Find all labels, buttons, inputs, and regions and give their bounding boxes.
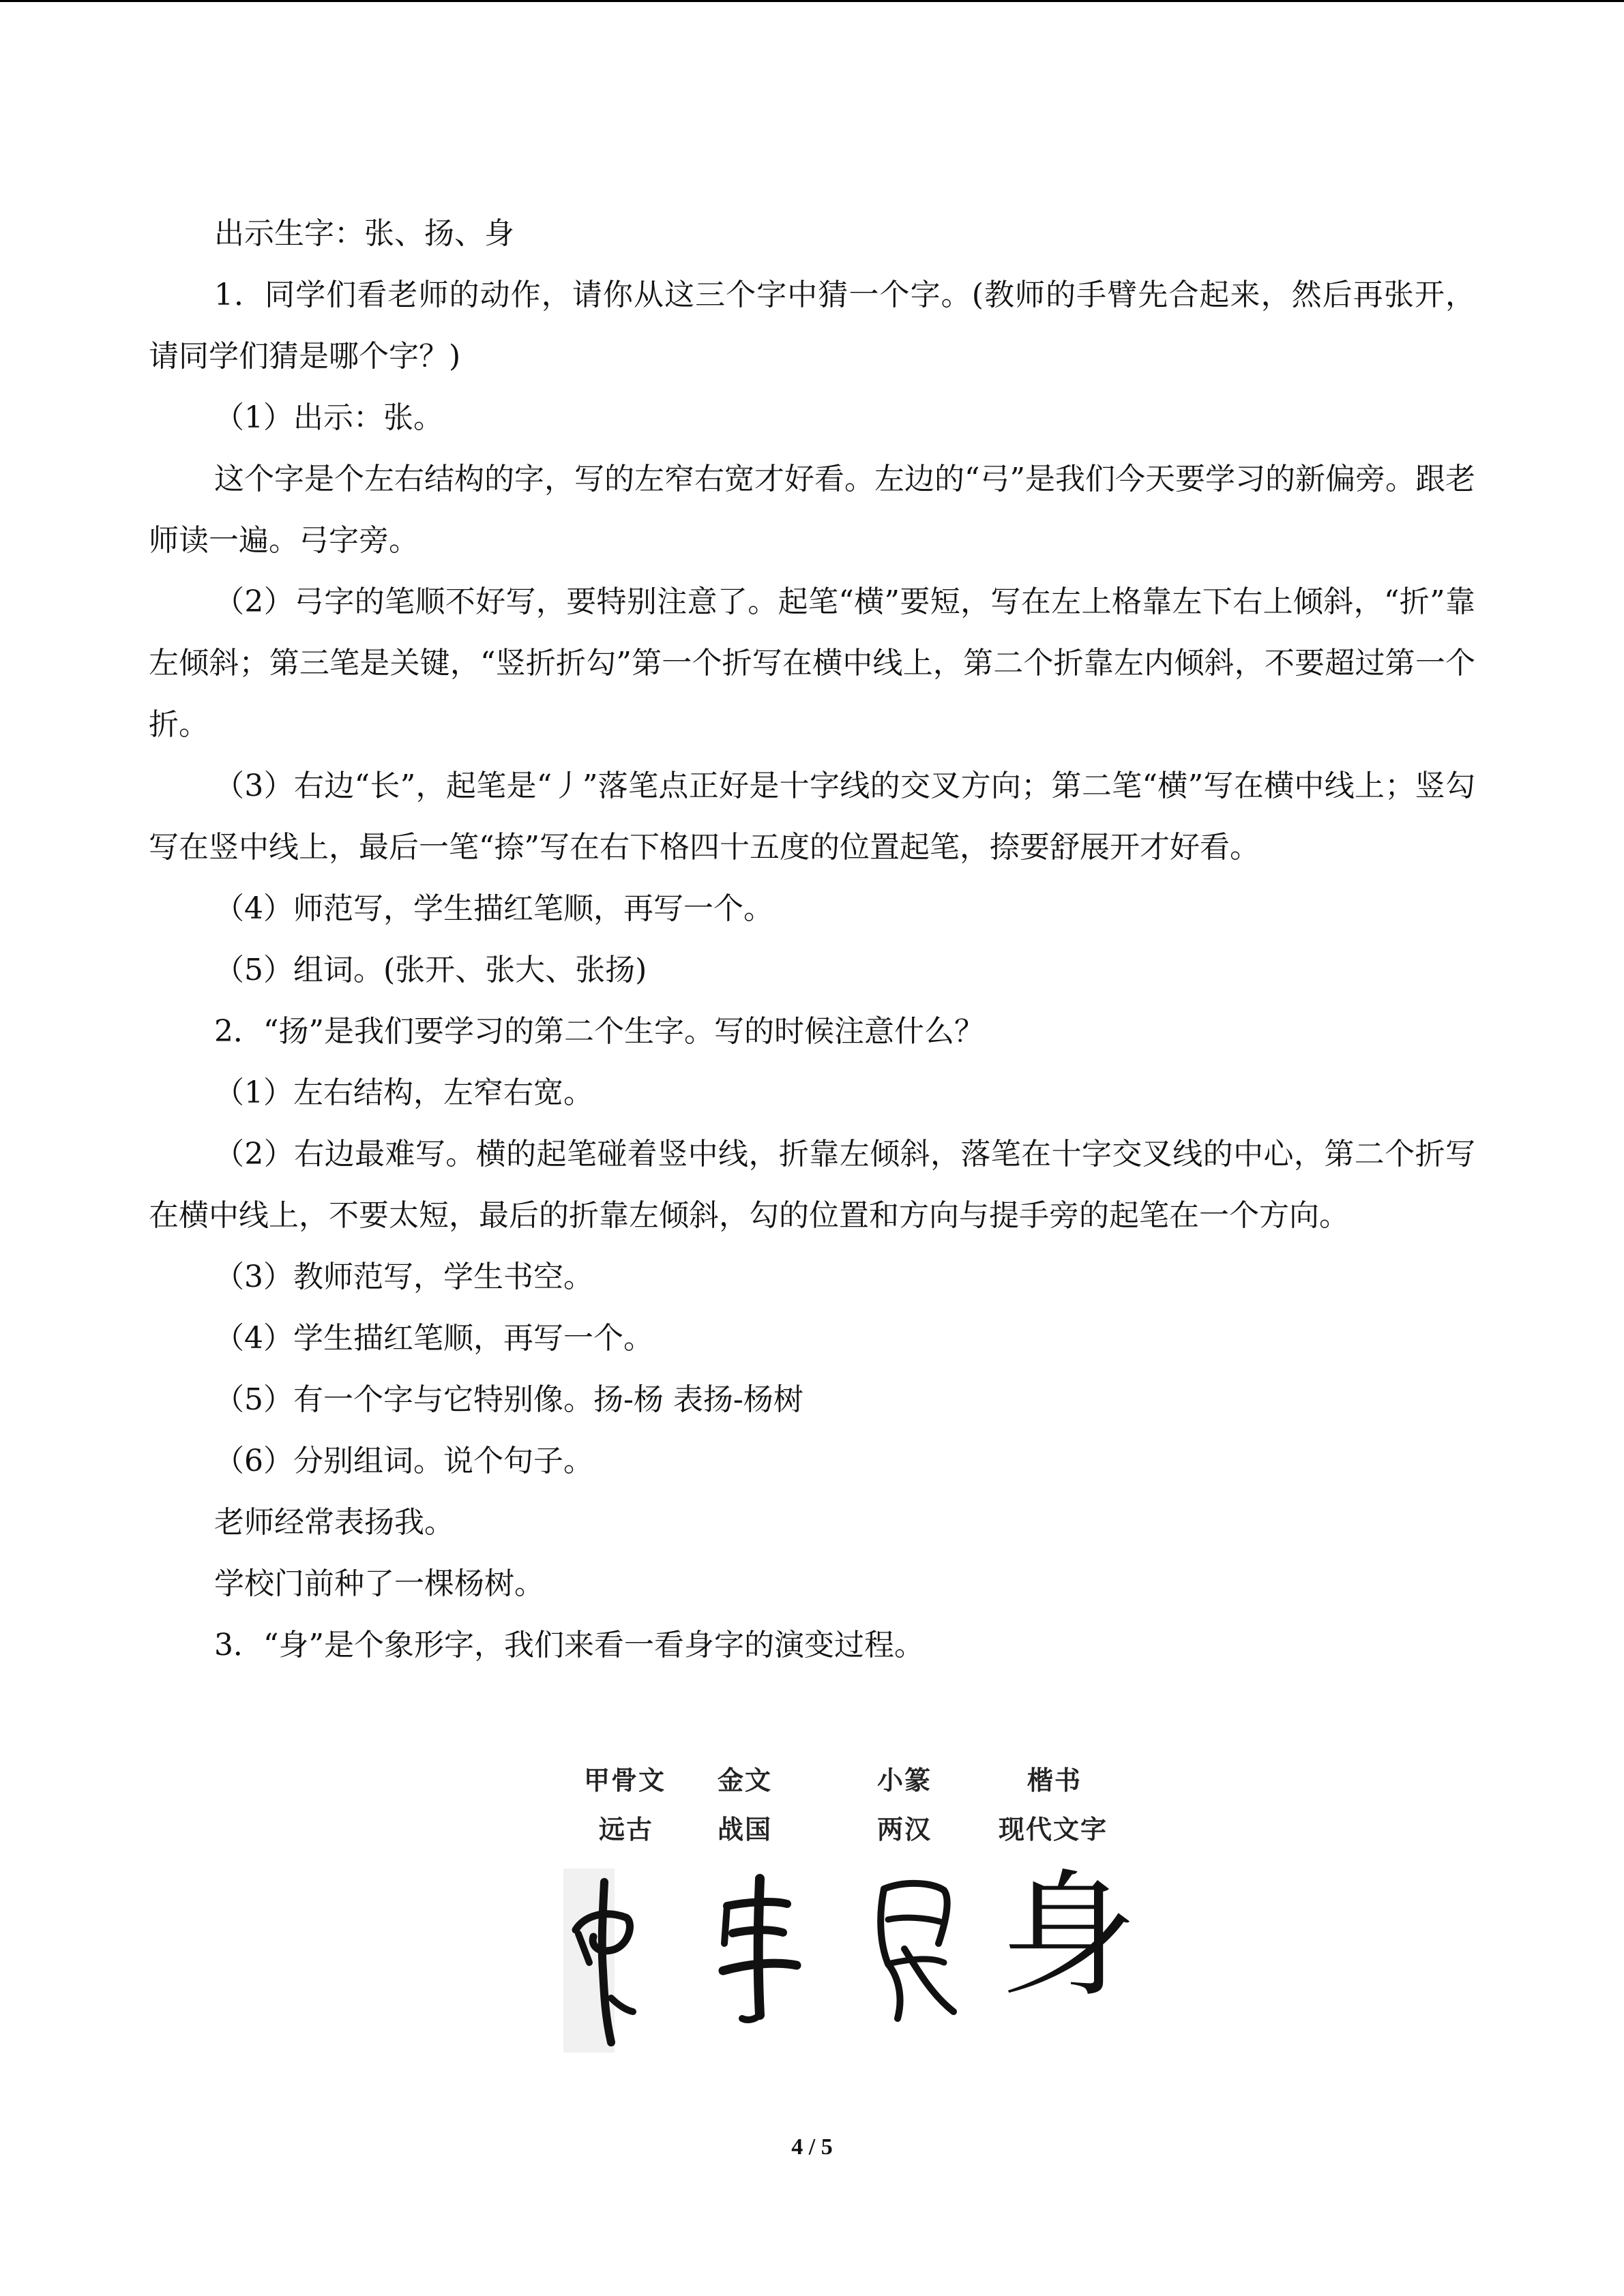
paragraph: 1．同学们看老师的动作，请你从这三个字中猜一个字。(教师的手臂先合起来，然后再张开，请同学们猜是哪个字？) [149,278,1475,374]
paragraph: （5）组词。(张开、张大、张扬) [214,953,647,987]
script-label-regular: 楷书 [1027,1765,1082,1795]
paragraph: 老师经常表扬我。 [214,1505,454,1540]
paragraph: （2）右边最难写。横的起笔碰着竖中线，折靠左倾斜，落笔在十字交叉线的中心，第二个折写在横中线上，不要太短，最后的折靠左倾斜，勾的位置和方向与提手旁的起笔在一个方向。 [149,1137,1475,1233]
document-body [149,203,1475,1676]
paragraph: （4）学生描红笔顺，再写一个。 [214,1321,653,1356]
bronze-shen-glyph [707,1868,802,2032]
paragraph: 这个字是个左右结构的字，写的左窄右宽才好看。左边的“弓”是我们今天要学习的新偏旁。跟老师读一遍。弓字旁。 [149,462,1475,558]
era-label-modern: 现代文字 [999,1814,1108,1845]
paragraph: （3）教师范写，学生书空。 [214,1259,593,1294]
script-label-bronze: 金文 [718,1765,773,1795]
paragraph: （1）出示：张。 [214,400,443,435]
paragraph: （4）师范写，学生描红笔顺，再写一个。 [214,891,773,926]
small-seal-shen-glyph [863,1868,966,2032]
era-label-ancient: 远古 [599,1814,654,1845]
era-label-warring-states: 战国 [718,1814,773,1845]
paragraph: （6）分别组词。说个句子。 [214,1444,593,1478]
paragraph: （1）左右结构，左窄右宽。 [214,1075,593,1110]
era-label-han: 两汉 [877,1814,932,1845]
paragraph: （5）有一个字与它特别像。扬-杨 表扬-杨树 [214,1382,803,1417]
paragraph: （3）右边“长”，起笔是“丿”落笔点正好是十字线的交叉方向；第二笔“横”写在横中线上；竖勾写在竖中线上，最后一笔“捺”写在右下格四十五度的位置起笔，捺要舒展开才好看。 [149,769,1475,865]
paragraph: 出示生字：张、扬、身 [214,216,514,251]
regular-script-shen-glyph: 身 [1000,1857,1137,2016]
script-label-oracle-bone: 甲骨文 [584,1765,666,1795]
paragraph: 3．“身”是个象形字，我们来看一看身字的演变过程。 [214,1628,924,1663]
page-top-border [0,0,1624,2]
script-label-small-seal: 小篆 [877,1765,932,1795]
paragraph: 2．“扬”是我们要学习的第二个生字。写的时候注意什么？ [214,1014,984,1049]
paragraph: （2）弓字的笔顺不好写，要特别注意了。起笔“横”要短，写在左上格靠左下右上倾斜，“折”靠左倾斜；第三笔是关键，“竖折折勾”第一个折写在横中线上，第二个折靠左内倾斜，不要超过第一个折。 [149,584,1475,742]
paragraph: 学校门前种了一棵杨树。 [214,1566,544,1601]
character-evolution-figure [563,1759,1137,2053]
oracle-bone-shen-glyph [563,1868,638,2053]
page-number: 4 / 5 [791,2134,833,2160]
